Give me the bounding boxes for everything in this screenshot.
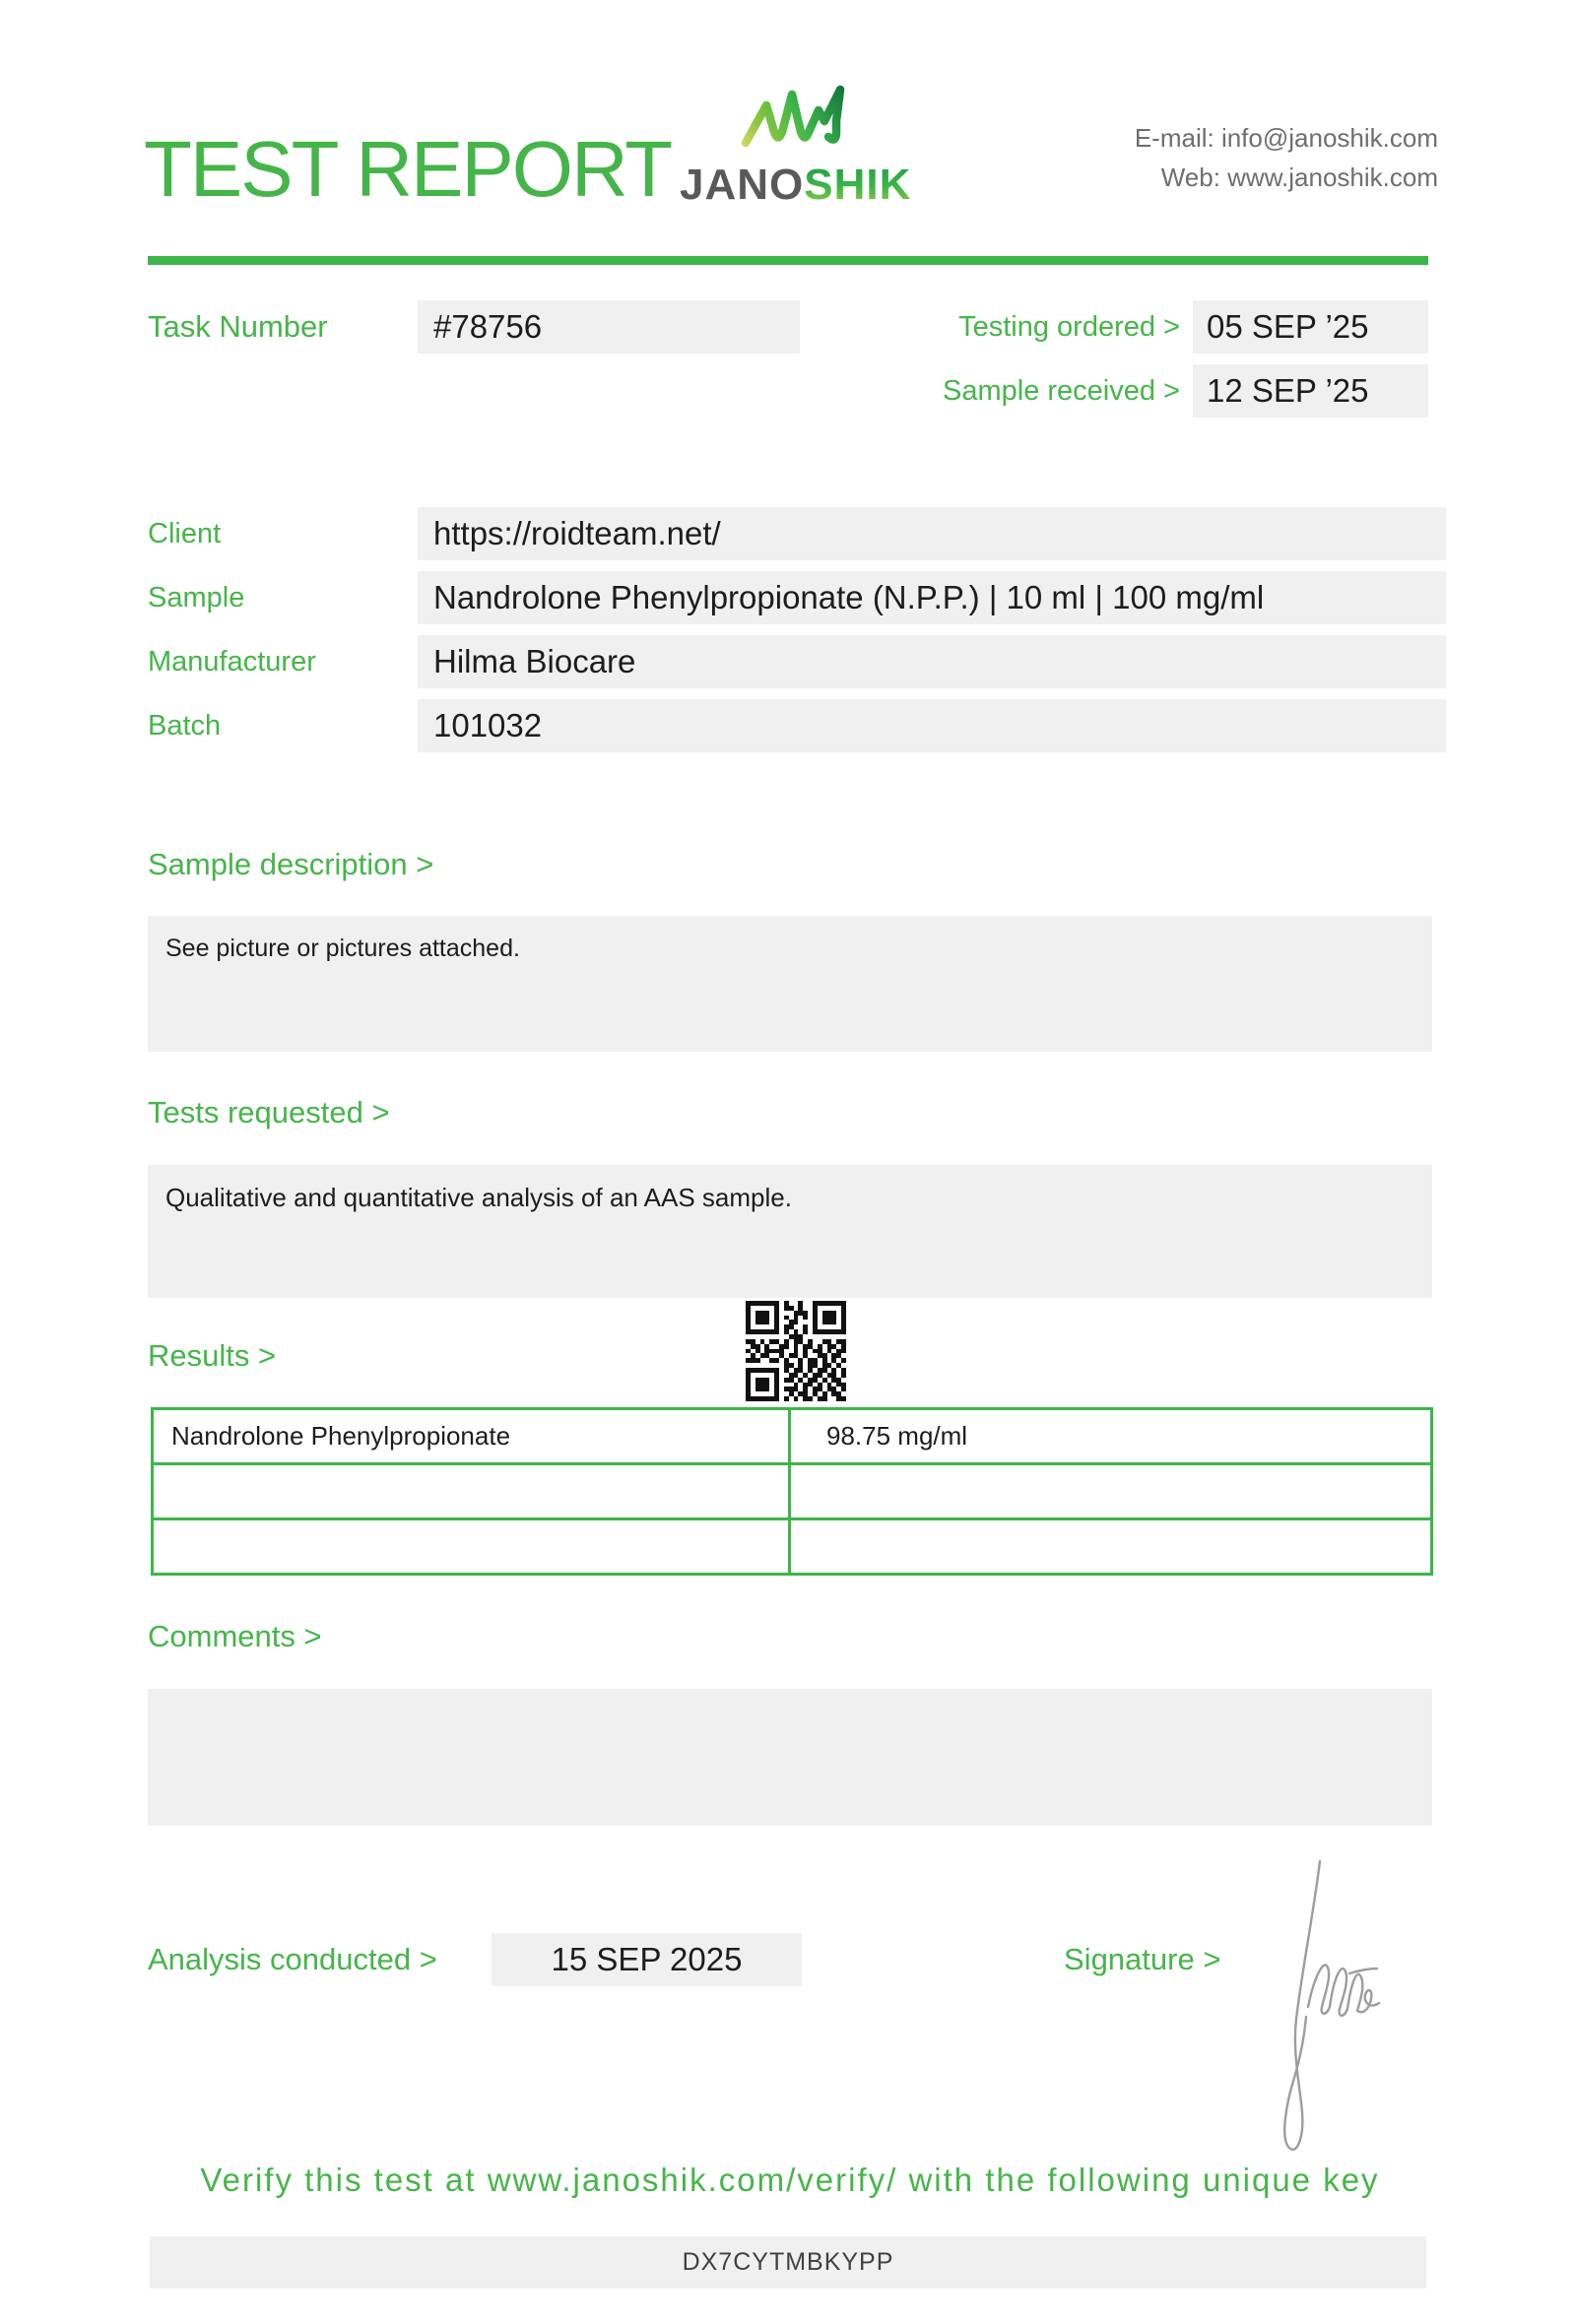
sample-received-label: Sample received > [943, 375, 1180, 407]
comments-box [148, 1689, 1432, 1826]
table-row [154, 1465, 1430, 1520]
manufacturer-value: Hilma Biocare [418, 635, 1446, 688]
analyte-cell [154, 1465, 791, 1517]
task-number-label: Task Number [148, 309, 328, 344]
result-cell: 98.75 mg/ml [826, 1421, 968, 1451]
janoshik-logo-text [680, 161, 912, 209]
analysis-conducted-label: Analysis conducted > [148, 1942, 437, 1976]
client-label: Client [148, 518, 222, 549]
tests-requested-heading: Tests requested > [148, 1095, 390, 1130]
results-table [151, 1407, 1433, 1576]
qr-code [746, 1301, 846, 1401]
analyte-cell: Nandrolone Phenylpropionate [154, 1410, 791, 1462]
batch-label: Batch [148, 710, 222, 742]
sample-label: Sample [148, 582, 245, 613]
logo-text-shik: SHIK [804, 161, 912, 209]
manufacturer-label: Manufacturer [148, 646, 316, 678]
table-row [154, 1520, 1430, 1573]
signature-label: Signature > [1064, 1942, 1221, 1976]
result-cell [791, 1465, 1430, 1517]
contact-email: E-mail: info@janoshik.com [1134, 123, 1438, 153]
result-cell [791, 1520, 1430, 1573]
analysis-date-value: 15 SEP 2025 [492, 1933, 802, 1986]
signature-image [1280, 1851, 1478, 2171]
page-title: TEST REPORT [144, 125, 672, 213]
sample-description-box [148, 916, 1432, 1052]
tests-requested-box [148, 1165, 1432, 1298]
logo-text-jano: JANO [680, 161, 805, 209]
client-value: https://roidteam.net/ [418, 507, 1446, 560]
janoshik-logo-icon [741, 81, 849, 164]
tests-requested-text: Qualitative and quantitative analysis of an AAS sample. [165, 1183, 792, 1212]
table-row [154, 1410, 1430, 1465]
results-heading: Results > [148, 1338, 277, 1373]
contact-block [1024, 118, 1438, 197]
verify-key-value: DX7CYTMBKYPP [150, 2236, 1426, 2289]
sample-description-text: See picture or pictures attached. [165, 935, 520, 962]
testing-ordered-value: 05 SEP ’25 [1193, 300, 1428, 354]
sample-received-value: 12 SEP ’25 [1193, 364, 1428, 418]
verify-text: Verify this test at www.janoshik.com/verify/ with the following unique key [200, 2162, 1380, 2198]
task-number-value: #78756 [418, 300, 800, 354]
analyte-cell [154, 1520, 791, 1573]
sample-description-heading: Sample description > [148, 847, 434, 881]
comments-text [148, 1689, 1432, 1720]
contact-web: Web: www.janoshik.com [1160, 162, 1438, 192]
header-divider [148, 256, 1428, 265]
sample-value: Nandrolone Phenylpropionate (N.P.P.) | 10 ml | 100 mg/ml [418, 571, 1446, 624]
batch-value: 101032 [418, 699, 1446, 752]
comments-heading: Comments > [148, 1619, 322, 1653]
testing-ordered-label: Testing ordered > [958, 311, 1180, 343]
